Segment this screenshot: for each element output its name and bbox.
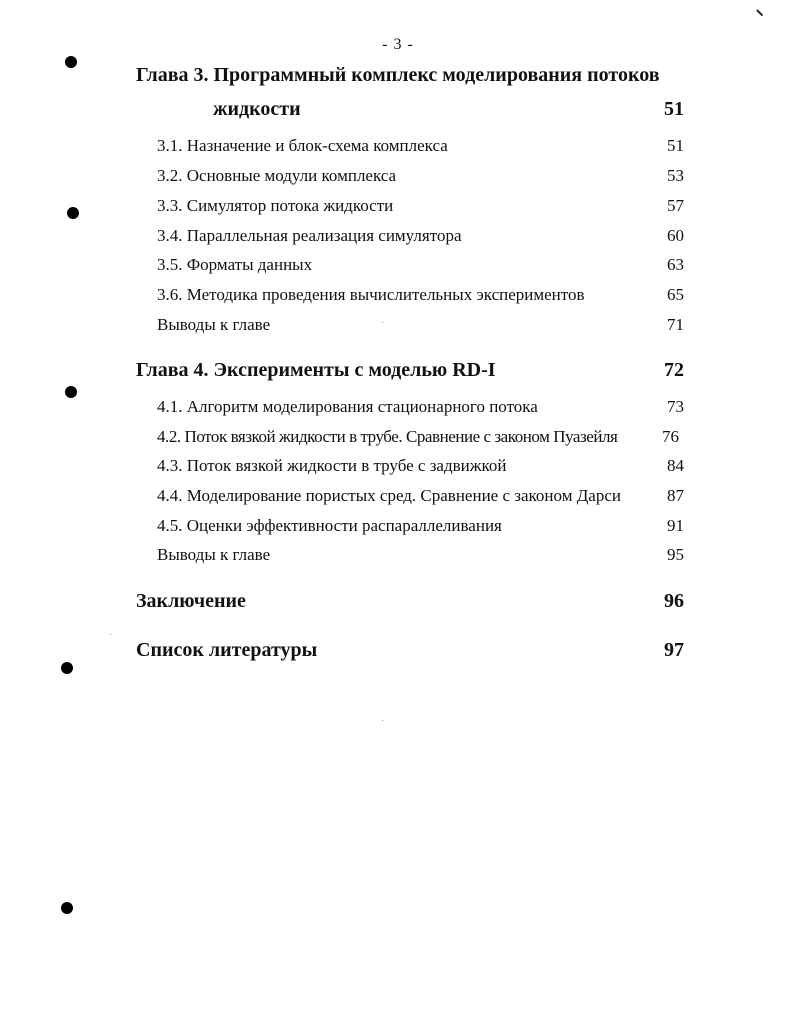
toc-page-3-5: 63 bbox=[667, 255, 684, 274]
punch-hole-1 bbox=[65, 56, 77, 68]
toc-entry-4-4: 4.4. Моделирование пористых сред. Сравнение с законом Дарси bbox=[157, 486, 621, 505]
toc-page-3-1: 51 bbox=[667, 136, 684, 155]
conclusion-title: Заключение bbox=[136, 590, 246, 612]
toc-entry-4-5: 4.5. Оценки эффективности распараллеливания bbox=[157, 516, 502, 535]
toc-entry-3-1: 3.1. Назначение и блок-схема комплекса bbox=[157, 136, 448, 155]
scan-mark bbox=[756, 9, 763, 16]
punch-hole-5 bbox=[61, 902, 73, 914]
toc-entry-3-2: 3.2. Основные модули комплекса bbox=[157, 166, 397, 185]
toc-page-3-6: 65 bbox=[667, 285, 684, 304]
chapter-4-title: Глава 4. Эксперименты с моделью RD-I bbox=[136, 359, 496, 381]
toc-entry-3-6: 3.6. Методика проведения вычислительных экспериментов bbox=[157, 285, 585, 304]
toc-page-4-5: 91 bbox=[667, 516, 684, 535]
punch-hole-4 bbox=[61, 662, 73, 674]
toc-entry-3-conclusions: Выводы к главе bbox=[157, 315, 271, 334]
conclusion-page: 96 bbox=[664, 590, 684, 612]
toc-entry-4-2: 4.2. Поток вязкой жидкости в трубе. Сравнение с законом Пуазейля bbox=[157, 427, 618, 446]
references-page: 97 bbox=[664, 639, 684, 661]
toc-page-3-conclusions: 71 bbox=[667, 315, 684, 334]
toc-page-3-3: 57 bbox=[667, 196, 684, 215]
toc-page-3-4: 60 bbox=[667, 226, 684, 245]
punch-hole-3 bbox=[65, 386, 77, 398]
chapter-3-page: 51 bbox=[664, 98, 684, 120]
toc-page-4-3: 84 bbox=[667, 456, 684, 475]
toc-entry-4-1: 4.1. Алгоритм моделирования стационарного потока bbox=[157, 397, 538, 416]
chapter-4-page: 72 bbox=[664, 359, 684, 381]
chapter-3-title: Глава 3. Программный комплекс моделирования потоков bbox=[136, 64, 660, 86]
toc-page-4-conclusions: 95 bbox=[667, 545, 684, 564]
toc-entry-3-5: 3.5. Форматы данных bbox=[157, 255, 313, 274]
scan-speck bbox=[110, 634, 111, 635]
toc-entry-4-conclusions: Выводы к главе bbox=[157, 545, 271, 564]
chapter-3-title-continued: жидкости bbox=[213, 98, 301, 120]
toc-entry-4-3: 4.3. Поток вязкой жидкости в трубе с задвижкой bbox=[157, 456, 507, 475]
toc-page-4-2: 76 bbox=[662, 427, 679, 446]
toc-page-4-1: 73 bbox=[667, 397, 684, 416]
page-number: - 3 - bbox=[382, 36, 414, 53]
references-title: Список литературы bbox=[136, 639, 318, 661]
toc-page-3-2: 53 bbox=[667, 166, 684, 185]
toc-page-4-4: 87 bbox=[667, 486, 684, 505]
toc-entry-3-4: 3.4. Параллельная реализация симулятора bbox=[157, 226, 462, 245]
scan-speck bbox=[382, 720, 383, 721]
toc-entry-3-3: 3.3. Симулятор потока жидкости bbox=[157, 196, 394, 215]
punch-hole-2 bbox=[67, 207, 79, 219]
scan-speck bbox=[382, 322, 383, 323]
